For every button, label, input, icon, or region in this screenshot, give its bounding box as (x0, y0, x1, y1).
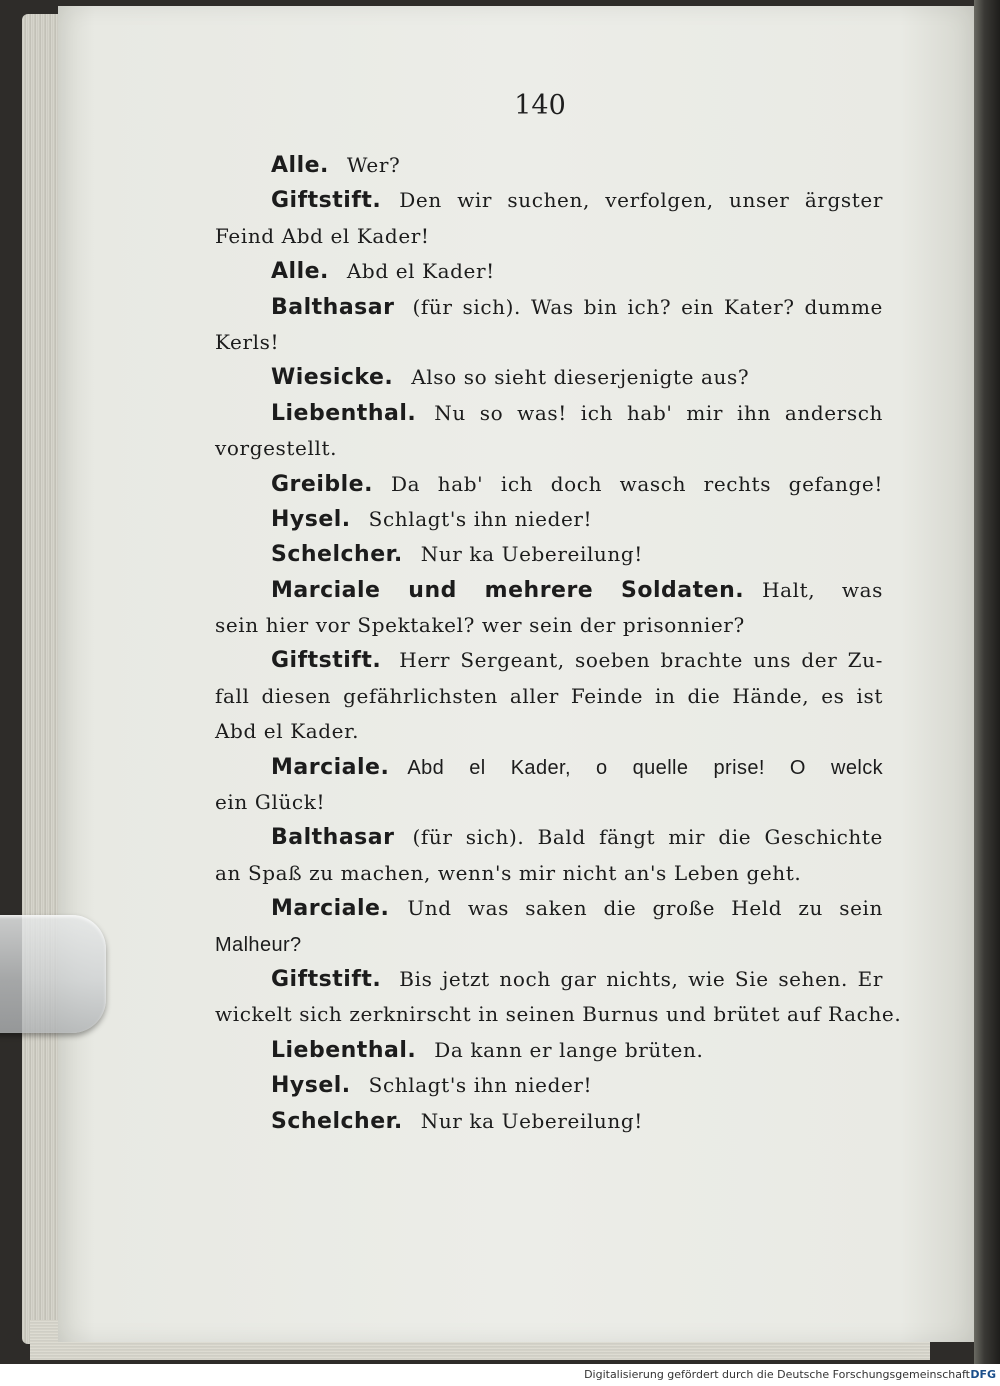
speaker-name: Liebenthal. (271, 1037, 417, 1063)
text-line (215, 537, 883, 572)
speaker-name: Giftstift. (271, 648, 382, 674)
dialogue-text (215, 148, 902, 1139)
speaker-name: Marciale. (271, 896, 390, 922)
speaker-name: Balthasar (271, 294, 395, 320)
speaker-name: Schelcher. (271, 542, 403, 568)
text-line (215, 396, 883, 431)
speech-text: Bis jetzt noch gar nichts, wie Sie sehen. Er (399, 966, 883, 991)
speech-continuation: fall diesen gefährlichsten aller Feinde in die Hände, es ist (215, 683, 883, 708)
speaker-name: Wiesicke. (271, 365, 394, 391)
speech-continuation: an Spaß zu machen, wenn's mir nicht an's Leben geht. (215, 860, 802, 885)
speaker-name: Marciale. (271, 754, 390, 780)
speech-text: Schlagt's ihn nieder! (368, 1073, 593, 1098)
text-line (215, 608, 883, 643)
speech-continuation: Feind Abd el Kader! (215, 223, 430, 248)
text-line (215, 325, 883, 360)
text-line (215, 891, 883, 926)
dfg-logo: DFG (970, 1368, 996, 1381)
speech-continuation: Kerls! (215, 329, 280, 354)
speech-text: Also so sieht dieserjenigte aus? (411, 365, 750, 390)
text-line (215, 360, 883, 395)
text-line (215, 643, 883, 678)
speech-text: Wer? (346, 153, 401, 177)
text-line (215, 148, 883, 183)
text-line (215, 714, 883, 749)
footer-bar (0, 1364, 1000, 1386)
speech-continuation: ein Glück! (215, 790, 326, 815)
text-line (215, 254, 883, 289)
speaker-name: Hysel. (271, 506, 351, 532)
speech-text: (für sich). Bald fängt mir die Geschichte (412, 825, 883, 850)
speech-text: Da hab' ich doch wasch rechts gefange! (390, 471, 883, 496)
speech-text: Halt, was (762, 577, 883, 602)
funding-credit: Digitalisierung gefördert durch die Deutsche Forschungsgemeinschaft (584, 1368, 970, 1381)
text-line (215, 502, 883, 537)
text-line (215, 997, 902, 1032)
speech-continuation: sein hier vor Spektakel? wer sein der prisonnier? (215, 613, 745, 638)
speaker-name: Liebenthal. (271, 400, 417, 426)
text-line (215, 219, 883, 254)
speech-continuation: Abd el Kader. (215, 719, 360, 744)
text-line (215, 679, 883, 714)
page-number: 140 (514, 90, 566, 121)
speech-text: Den wir suchen, verfolgen, unser ärgster (399, 188, 883, 213)
speaker-name: Alle. (271, 153, 329, 178)
speaker-name: Balthasar (271, 825, 395, 851)
text-line (215, 431, 883, 466)
page-holder-clip (0, 915, 106, 1033)
speech-continuation: vorgestellt. (215, 436, 338, 461)
text-line (215, 856, 883, 891)
speaker-name: Giftstift. (271, 188, 382, 214)
speech-text: Nur ka Uebereilung! (420, 1108, 643, 1133)
text-line (215, 927, 883, 962)
speech-continuation: Malheur? (215, 933, 302, 956)
speech-text: Schlagt's ihn nieder! (368, 506, 593, 531)
speech-continuation: wickelt sich zerknirscht in seinen Burnus und brütet auf Rache. (215, 1002, 902, 1027)
speech-text: (für sich). Was bin ich? ein Kater? dumme (412, 294, 883, 319)
text-line (215, 1033, 883, 1068)
text-line (215, 573, 883, 608)
speech-text: Abd el Kader, o quelle prise! O welck (407, 756, 883, 779)
text-line (215, 467, 883, 502)
speech-text: Nu so was! ich hab' mir ihn andersch (434, 400, 883, 425)
text-line (215, 820, 883, 855)
speaker-name: Alle. (271, 259, 329, 285)
text-line (215, 750, 883, 785)
speech-text: Herr Sergeant, soeben brachte uns der Zu- (399, 648, 883, 673)
book-spine-shadow (974, 0, 1000, 1364)
speech-text: Da kann er lange brüten. (434, 1037, 704, 1062)
text-line (215, 183, 883, 218)
text-line (215, 1104, 883, 1139)
text-line (215, 290, 883, 325)
speaker-name: Greible. (271, 471, 373, 497)
text-line (215, 1068, 883, 1103)
speech-text: Und was saken die große Held zu sein (407, 896, 883, 921)
speech-text: Abd el Kader! (346, 259, 495, 284)
speaker-name: Hysel. (271, 1073, 351, 1099)
speaker-name: Schelcher. (271, 1108, 403, 1134)
text-line (215, 962, 883, 997)
speech-text: Nur ka Uebereilung! (420, 542, 643, 567)
text-line (215, 785, 883, 820)
speaker-name: Giftstift. (271, 966, 382, 992)
speaker-name: Marciale und mehrere Soldaten. (271, 577, 745, 603)
